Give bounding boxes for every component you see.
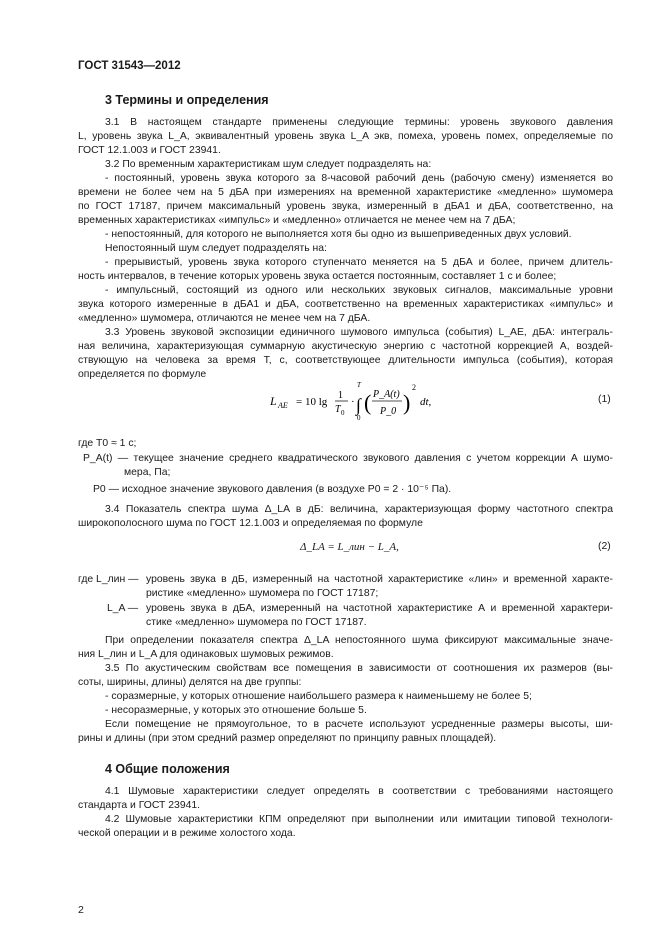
where-2-line-2: ристике «медленно» шумомера по ГОСТ 17187; — [146, 588, 379, 599]
svg-text:·: · — [351, 396, 355, 408]
where-1-line-1: где T0 ≈ 1 с; — [78, 438, 137, 449]
where-2-label-2: L_A — — [107, 603, 139, 614]
where-1-line-2: P_A(t) — текущее значение среднего квадратического звукового давления с учетом коррекции А шумо- — [83, 453, 613, 464]
para-3-1-line-1: 3.1 В настоящем стандарте применены следующие термины: уровень звукового давления — [105, 117, 613, 128]
para-3-2-line-4: по ГОСТ 17187, причем максимальный уровень звука, измеренный в дБА1 и дБА, соответственно, на — [78, 201, 613, 212]
para-3-2-line-7: Непостоянный шум следует подразделять на: — [105, 243, 327, 254]
where-1-line-4: P0 — исходное значение звукового давления (в воздухе P0 = 2 · 10⁻⁵ Па). — [93, 484, 452, 495]
where-2-line-4: стике «медленно» шумомера по ГОСТ 17187. — [146, 617, 367, 628]
para-3-3-line-3: ствующую на человека за время Т, с, соответствующее длительности импульса (события), которая — [78, 355, 613, 366]
formula-1-int-upper: T — [357, 381, 361, 389]
formula-1-eq: = 10 lg — [296, 396, 328, 408]
formula-1-frac-den: T — [335, 404, 341, 415]
para-3-4b-line-1: При определении показателя спектра Δ_LA непостоянного шума фиксируют максимальные значе- — [105, 635, 613, 646]
para-3-2-line-3: времени не более чем на 5 дБА при измерениях на временной характеристике «медленно» шумомера — [78, 187, 613, 198]
where-1-line-3: мера, Па; — [124, 467, 171, 478]
para-3-5-line-3: - соразмерные, у которых отношение наибольшего размера к наименьшему не более 5; — [105, 691, 532, 702]
para-3-3-line-4: определяется по формуле — [78, 369, 207, 380]
para-3-2-line-6: - непостоянный, для которого не выполняется хотя бы одно из вышеприведенных двух условий. — [105, 229, 572, 240]
formula-1-dt: dt, — [420, 396, 432, 408]
para-3-4b-line-2: ния L_лин и L_A для одинаковых шумовых режимов. — [78, 649, 334, 660]
para-3-4-line-2: широкополосного шума по ГОСТ 12.1.003 и определяемая по формуле — [78, 518, 423, 529]
para-3-2-line-9: ность интервалов, в течение которых уровень звука остается постоянным, составляет 1 с и более; — [78, 271, 557, 282]
page-number: 2 — [78, 904, 84, 916]
para-3-1-line-3: ГОСТ 12.1.003 и ГОСТ 23941. — [78, 145, 221, 156]
para-3-2-line-10: - импульсный, состоящий из одного или нескольких звуковых сигналов, максимальные уровни — [105, 285, 613, 296]
formula-2: Δ_LA = L_лин − L_A, — [300, 541, 399, 553]
para-3-3-line-2: ная величина, характеризующая суммарную акустическую энергию с частотной коррекцией А, воздей- — [78, 341, 613, 352]
formula-2-number: (2) — [598, 541, 611, 552]
formula-1-frac-num: 1 — [338, 390, 343, 401]
para-3-3-line-1: 3.3 Уровень звуковой экспозиции единичного шумового импульса (события) L_AE, дБА: интеграль- — [105, 327, 613, 338]
para-3-2-line-2: - постоянный, уровень звука которого за 8-часовой рабочий день (рабочую смену) изменяется во — [105, 173, 613, 184]
para-3-5-line-2: соты, ширины, длины) делятся на две группы: — [78, 677, 302, 688]
svg-text:): ) — [403, 390, 411, 415]
where-2-line-3: уровень звука в дБА, измеренный на частотной характеристике А и временной характери- — [146, 603, 613, 614]
formula-1-frac-den-sub: 0 — [341, 409, 345, 417]
para-3-5-line-5: Если помещение не прямоугольное, то в расчете используют усредненные размеры высоты, ши- — [105, 719, 613, 730]
where-2-line-1: уровень звука в дБ, измеренный на частотной характеристике «лин» и временной характе- — [146, 574, 613, 585]
svg-text:∫: ∫ — [356, 395, 361, 415]
where-2-label-1: где L_лин — — [78, 574, 139, 585]
para-4-2-line-2: ческой операции и в режиме холостого хода. — [78, 828, 296, 839]
svg-text:(: ( — [364, 390, 372, 415]
formula-1-inner-num: P_A(t) — [373, 389, 400, 400]
section-4-title: 4 Общие положения — [105, 762, 230, 776]
para-3-2-line-5: временных характеристиках «импульс» и «медленно» отличается не менее чем на 7 дБА; — [78, 215, 516, 226]
para-3-5-line-6: рины и длины (при этом средний размер определяют по принципу равных площадей). — [78, 733, 497, 744]
para-3-2-line-8: - прерывистый, уровень звука которого ступенчато меняется на 5 дБА и более, причем длитель- — [105, 257, 613, 268]
para-3-4-line-1: 3.4 Показатель спектра шума Δ_LA в дБ: величина, характеризующая форму частотного спектра — [105, 504, 613, 515]
formula-1-int-lower: 0 — [357, 414, 361, 422]
formula-1 — [260, 378, 440, 422]
para-4-1-line-1: 4.1 Шумовые характеристики следует определять в соответствии с требованиями настоящего — [105, 786, 613, 797]
para-4-1-line-2: стандарта и ГОСТ 23941. — [78, 800, 201, 811]
para-4-2-line-1: 4.2 Шумовые характеристики КПМ определяют при выполнении или имитации типовой технологи- — [105, 814, 613, 825]
para-3-2-line-11: звука которого измеренные в дБА1 и дБА, соответственно на временных характеристиках «импульс» и — [78, 299, 613, 310]
para-3-1-line-2: L, уровень звука L_A, эквивалентный уровень звука L_A экв, помеха, уровень помех, определяемые по — [78, 131, 613, 142]
para-3-5-line-4: - несоразмерные, у которых это отношение больше 5. — [105, 705, 367, 716]
para-3-5-line-1: 3.5 По акустическим свойствам все помещения в зависимости от соотношения их размеров (вы- — [105, 663, 613, 674]
para-3-2-line-1: 3.2 По временным характеристикам шум следует подразделять на: — [105, 159, 432, 170]
formula-1-inner-den: P_0 — [380, 406, 397, 417]
formula-1-power: 2 — [412, 383, 416, 392]
document-header: ГОСТ 31543—2012 — [78, 60, 181, 72]
formula-1-lhs: L — [270, 394, 277, 408]
para-3-2-line-12: «медленно» шумомера, отличаются не менее чем на 7 дБА. — [78, 313, 371, 324]
formula-1-lhs-sub: AE — [278, 401, 288, 410]
section-3-title: 3 Термины и определения — [105, 93, 269, 107]
formula-1-number: (1) — [598, 394, 611, 405]
